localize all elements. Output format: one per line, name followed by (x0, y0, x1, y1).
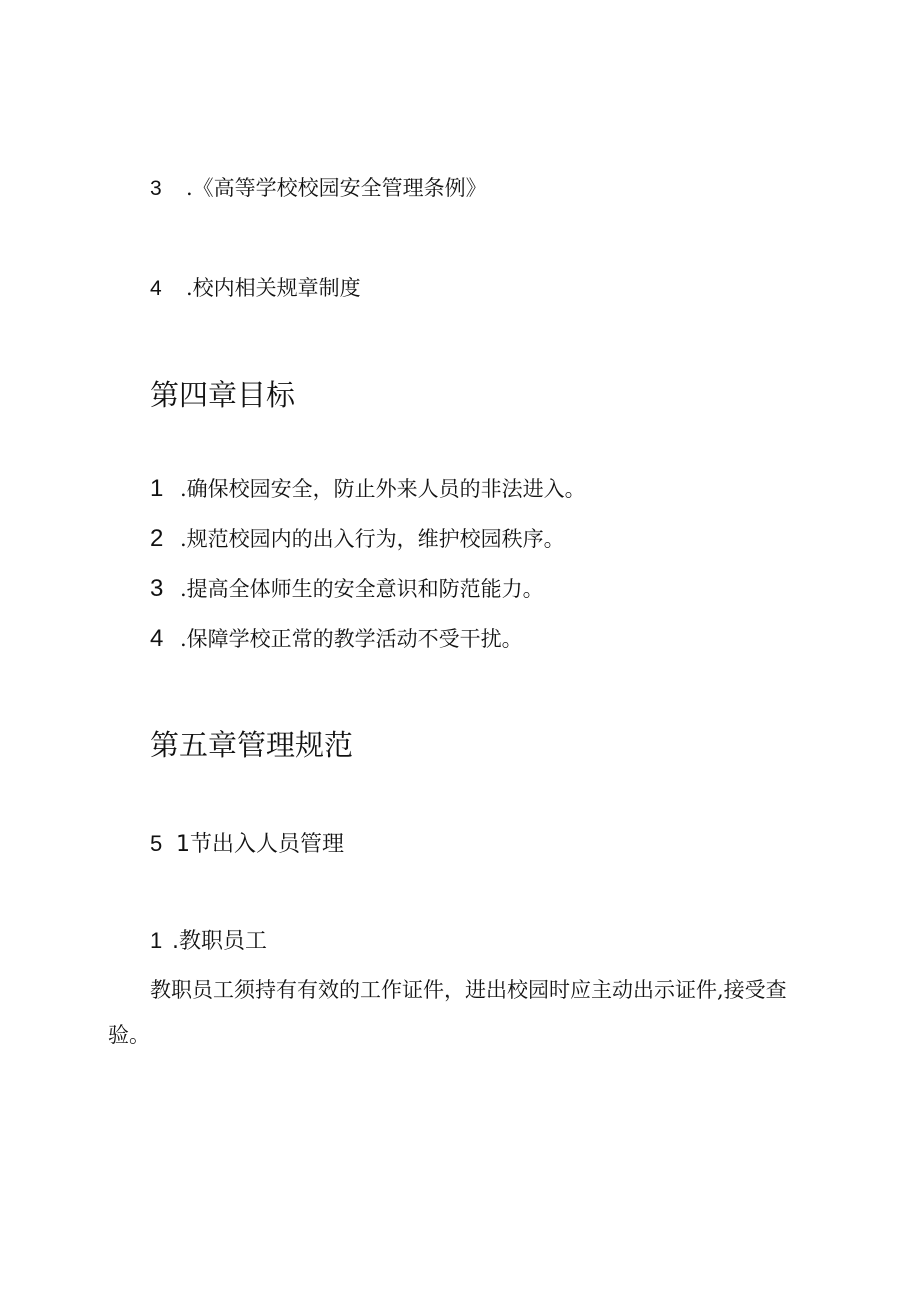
list-number: 3 (150, 177, 162, 200)
chapter-5-title: 第五章管理规范 (150, 728, 354, 762)
subheading-text: .教职员工 (172, 929, 267, 954)
list-number: 2 (150, 525, 164, 552)
list-number: 4 (150, 625, 164, 652)
goal-text: .提高全体师生的安全意识和防范能力。 (180, 577, 544, 601)
list-number: 1 (150, 475, 164, 502)
goal-text: .规范校园内的出入行为，维护校园秩序。 (180, 527, 565, 551)
reference-text: .校内相关规章制度 (186, 276, 361, 300)
body-paragraph: 教职员工须持有有效的工作证件，进出校园时应主动出示证件,接受查验。 (108, 978, 787, 1047)
list-number: 4 (150, 277, 162, 300)
section-heading (150, 833, 344, 856)
reference-item-4 (150, 278, 361, 299)
reference-item-3 (150, 178, 487, 199)
subheading (150, 930, 267, 953)
goal-item-4 (150, 627, 523, 651)
goal-text: .保障学校正常的教学活动不受干扰。 (180, 627, 523, 651)
goal-text: .确保校园安全，防止外来人员的非法进入。 (180, 477, 586, 501)
chapter-4-title: 第四章目标 (150, 378, 296, 412)
reference-text: .《高等学校校园安全管理条例》 (186, 176, 487, 200)
subheading-number: 1 (150, 928, 163, 953)
section-number: 5 (150, 831, 163, 856)
list-number: 3 (150, 575, 164, 602)
goal-item-2 (150, 527, 565, 551)
section-title: 1节出入人员管理 (176, 832, 344, 857)
goal-item-3 (150, 577, 544, 601)
goal-item-1 (150, 477, 586, 501)
